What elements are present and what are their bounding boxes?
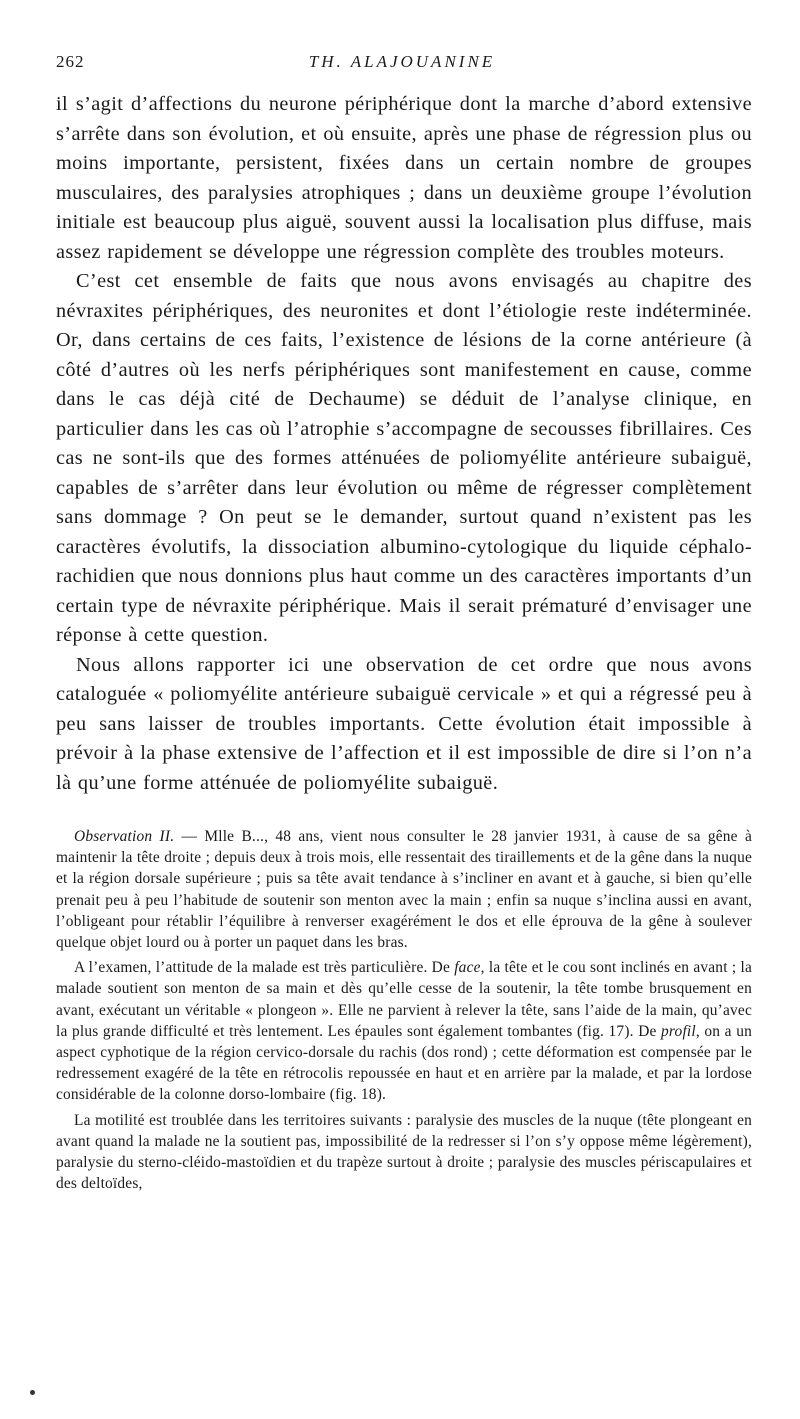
observation-text-2b: , la tête et le cou sont inclinés en avant ; la malade soutient son menton de sa main et dès qu’elle cesse de la soutenir, la tête tombe brusquement en avant, exécutant un véritable « plongeon ». Elle ne parvient à relever la tête, sans l’aide de la main, qu’avec la plus grande difficulté et très lentement. Les épaules sont également tombantes (fig. 17). De bbox=[56, 959, 752, 1040]
running-head bbox=[56, 52, 748, 76]
observation-text-2a: A l’examen, l’attitude de la malade est très particulière. De bbox=[74, 959, 455, 977]
observation-title: Observation II. bbox=[74, 828, 175, 845]
paragraph-2: C’est cet ensemble de faits que nous avons envisagés au chapitre des névraxites périphériques, des neuronites et dont l’étiologie reste indéterminée. Or, dans certains de ces faits, l’existence de lésions de la corne antérieure (à côté d’autres où les nerfs périphériques sont manifestement en cause, comme dans le cas déjà cité de Dechaume) se déduit de l’analyse clinique, en particulier dans les cas où l’atrophie s’accompagne de secousses fibrillaires. Ces cas ne sont-ils que des formes atténuées de poliomyélite antérieure subaiguë, capables de s’arrêter dans leur évolution ou même de régresser complètement sans dommage ? On peut se le demander, surtout quand n’existent pas les caractères évolutifs, la dissociation albumino-cytologique du liquide céphalo-rachidien que nous donnions plus haut comme un des caractères importants d’un certain type de névraxite périphérique. Mais il serait prématuré d’envisager une réponse à cette question. bbox=[56, 270, 752, 646]
margin-dot bbox=[30, 1390, 35, 1395]
observation-face: face bbox=[454, 959, 481, 977]
observation-section bbox=[56, 826, 752, 1194]
running-title: TH. ALAJOUANINE bbox=[308, 52, 496, 71]
page-number: 262 bbox=[56, 52, 85, 71]
paragraph-3: Nous allons rapporter ici une observation de cet ordre que nous avons cataloguée « poliomyélite antérieure subaiguë cervicale » et qui a régressé peu à peu sans laisser de troubles importants. Cette évolution était impossible à prévoir à la phase extensive de l’affection et il est impossible de dire si l’on n’a là qu’une forme atténuée de poliomyélite subaiguë. bbox=[56, 653, 752, 794]
body-text bbox=[56, 90, 752, 1194]
observation-text-1: — Mlle B..., 48 ans, vient nous consulter le 28 janvier 1931, à cause de sa gêne à maintenir la tête droite ; depuis deux à trois mois, elle ressentait des tiraillements et de la gêne dans la nuque et la région dorsale supérieure ; puis sa tête avait tendance à s’incliner en avant et à gauche, si bien qu’elle prenait peu à peu l’habitude de soutenir son menton avec la main ; enfin sa nuque s’inclina aussi en avant, l’obligeant pour rétablir l’équilibre à renverser exagérément le dos et elle éprouva de la gêne à soulever quelque objet lourd ou à porter un paquet dans les bras. bbox=[56, 828, 752, 952]
paragraph-1: il s’agit d’affections du neurone périphérique dont la marche d’abord extensive s’arrête dans son évolution, et où ensuite, après une phase de régression plus ou moins importante, persistent, fixées dans un certain nombre de groupes musculaires, des paralysies atrophiques ; dans un deuxième groupe l’évolution initiale est beaucoup plus aiguë, souvent aussi la localisation plus diffuse, mais assez rapidement se développe une régression complète des troubles moteurs. bbox=[56, 93, 752, 263]
observation-paragraph-2 bbox=[56, 957, 752, 1105]
observation-profil: profil bbox=[661, 1022, 696, 1040]
observation-paragraph-1 bbox=[56, 826, 752, 953]
observation-text-2c: , on a un aspect cyphotique de la région cervico-dorsale du rachis (dos rond) ; cette déformation est compensée par le redressement exagéré de la tête en rétrocolis repoussée en haut et en arrière par la malade, et par la lordose considérable de la colonne dorso-lombaire (fig. 18). bbox=[56, 1022, 752, 1104]
observation-paragraph-3: La motilité est troublée dans les territoires suivants : paralysie des muscles de la nuque (tête plongeant en avant quand la malade ne la soutient pas, impossibilité de la redresser si l’on s’y oppose même légèrement), paralysie du sterno-cléido-mastoïdien et du trapèze surtout à droite ; paralysie des muscles périscapulaires et des deltoïdes, bbox=[56, 1111, 752, 1193]
